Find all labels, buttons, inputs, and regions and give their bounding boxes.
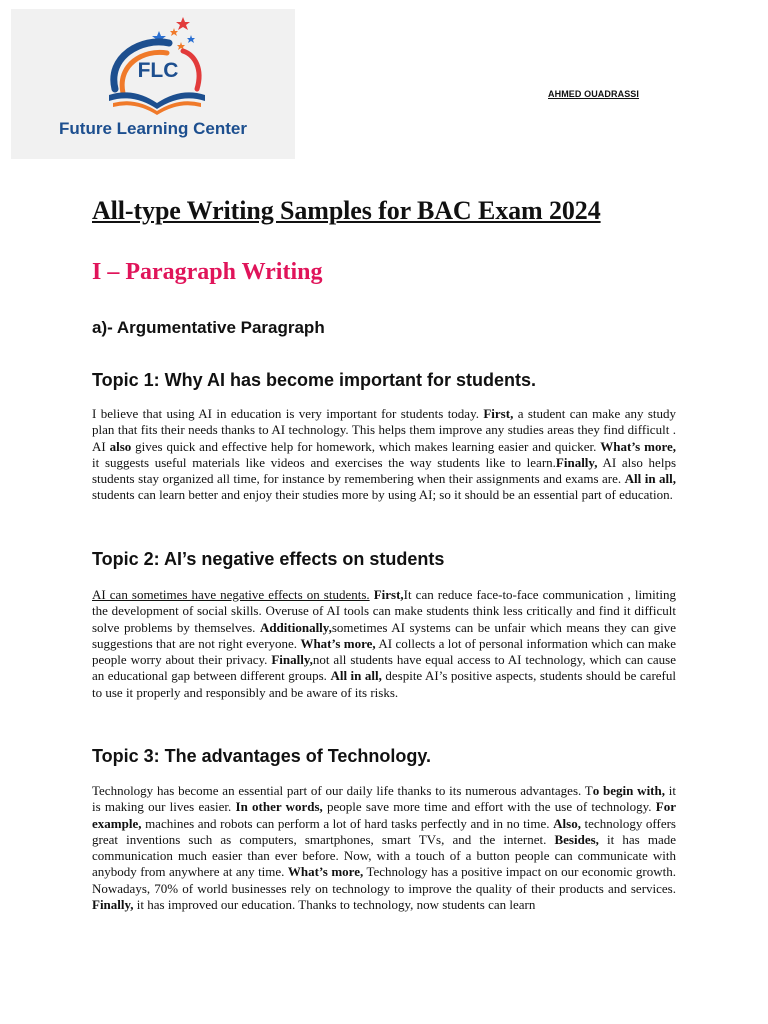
star-icon	[187, 35, 195, 43]
topic-1-paragraph: I believe that using AI in education is very important for students today. First, a student can make any study plan that fits their needs thanks to AI technology. This helps them improve any studies areas they find difficult . AI also gives quick and effective help for homework, which makes learning easier and quicker. What’s more, it suggests useful materials like videos and exercises the way students like to learn.Finally, AI also helps students stay organized all time, for instance by remembering when their assignments and exams are. All in all, students can learn better and enjoy their studies more by using AI; so it should be an essential part of education.	[92, 406, 676, 503]
author-name: AHMED OUADRASSI	[548, 89, 640, 99]
star-icon	[176, 17, 190, 30]
topic-2-paragraph: AI can sometimes have negative effects on students. First,It can reduce face-to-face communication , limiting the development of social skills. Overuse of AI tools can make students think less critically and find it difficult solve problems by themselves. Additionally,sometimes AI systems can be unfair which means they can give suggestions that are not right everyone. What’s more, AI collects a lot of personal information which can make people worry about their privacy. Finally,not all students have equal access to AI technology, which can cause an educational gap between different groups. All in all, despite AI’s positive aspects, students should be careful to use it properly and responsibly and be aware of its risks.	[92, 587, 676, 700]
section-heading: I – Paragraph Writing	[92, 259, 323, 285]
subsection-heading: a)- Argumentative Paragraph	[92, 318, 325, 337]
logo-badge-text: FLC	[137, 59, 179, 82]
topic-3-heading: Topic 3: The advantages of Technology.	[92, 746, 432, 766]
flc-logo	[11, 9, 295, 159]
topic-3-paragraph: Technology has become an essential part of our daily life thanks to its numerous advantages. To begin with, it is making our lives easier. In other words, people save more time and effort with the use of technology. For example, machines and robots can perform a lot of hard tasks perfectly and in no time. Also, technology offers great inventions such as computers, smartphones, smart TVs, and the internet. Besides, it has made communication much easier than ever before. Now, with a touch of a button people can communicate with anybody from anywhere at any time. What’s more, Technology has a positive impact on our economic growth. Nowadays, 70% of world businesses rely on technology to improve the quality of their products and services. Finally, it has improved our education. Thanks to technology, now students can learn	[92, 783, 676, 913]
topic-1-heading: Topic 1: Why AI has become important for students.	[92, 370, 537, 390]
star-icon	[170, 28, 178, 36]
document-title: All-type Writing Samples for BAC Exam 2024	[92, 196, 601, 225]
topic-2-heading: Topic 2: AI’s negative effects on students	[92, 549, 445, 569]
logo-name: Future Learning Center	[59, 119, 247, 138]
